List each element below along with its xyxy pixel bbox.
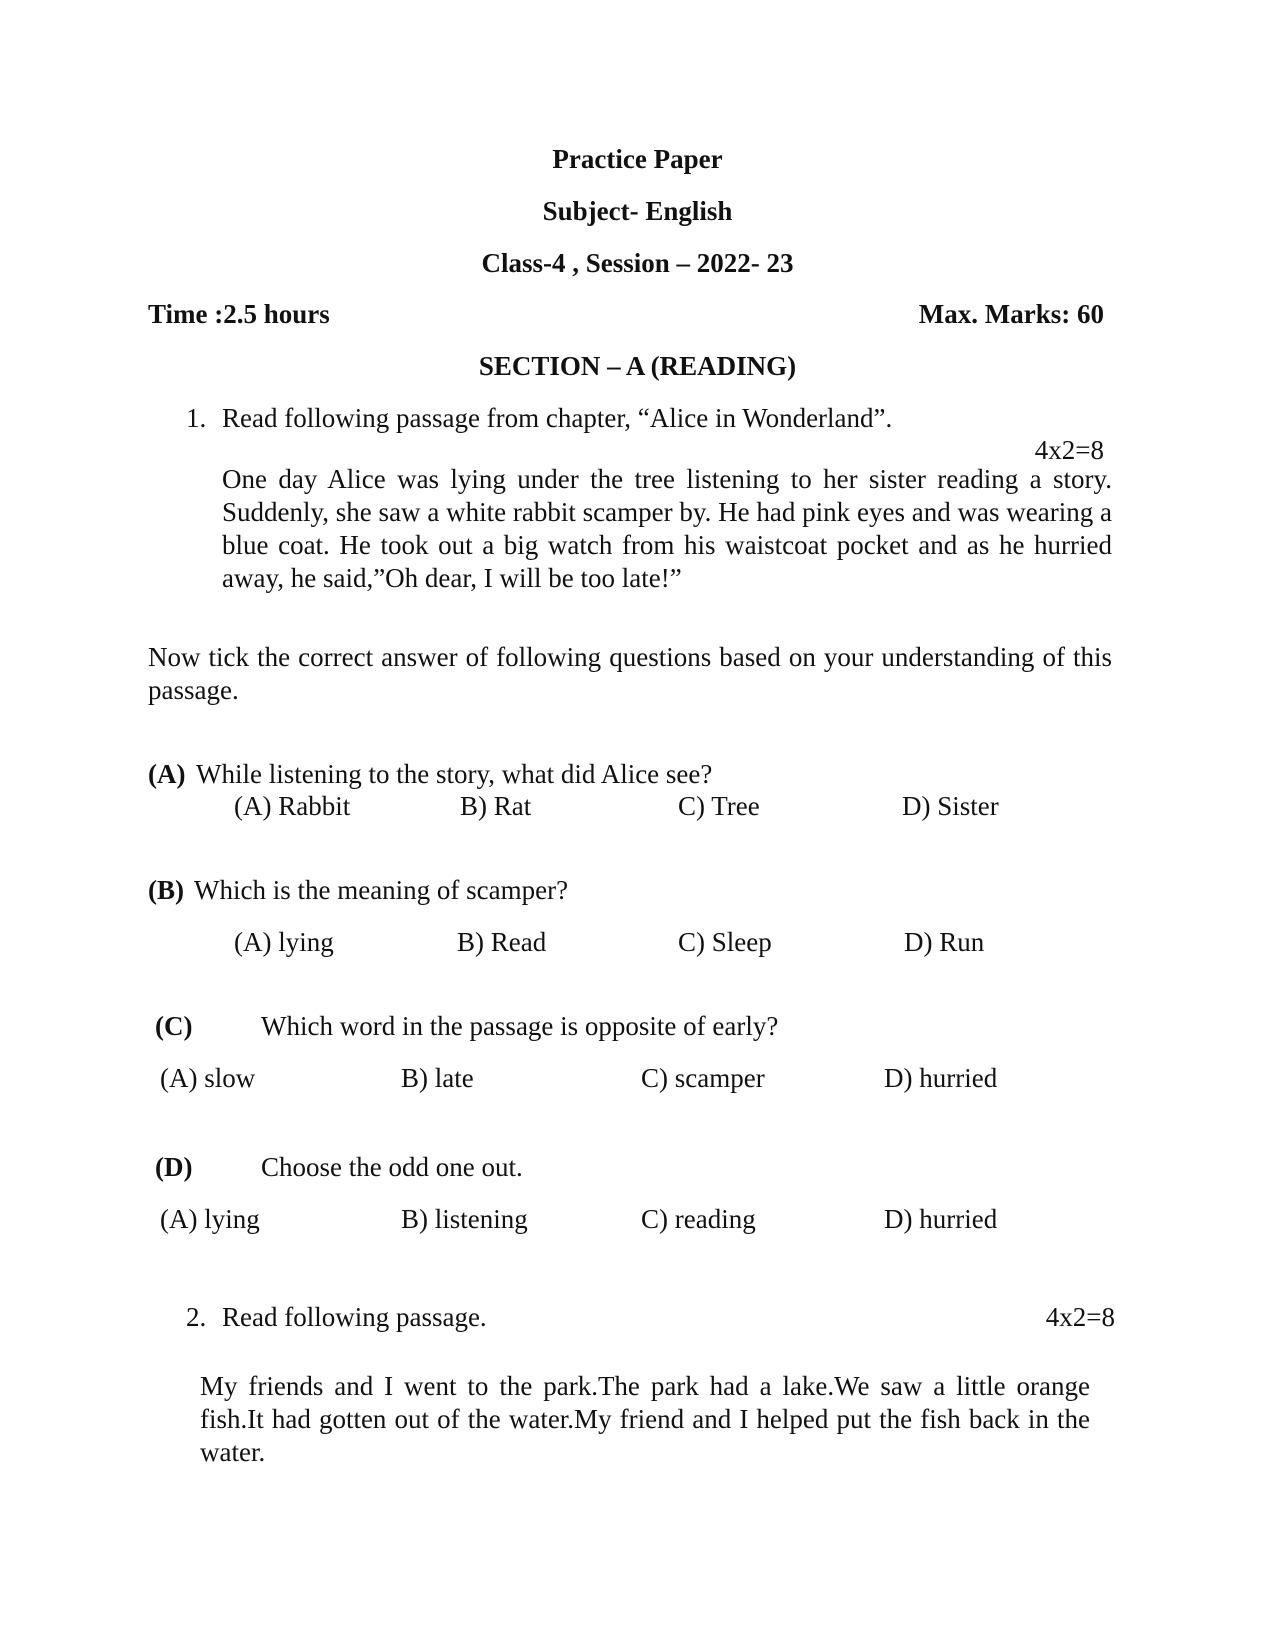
- subq-d-option-c: C) reading: [641, 1204, 756, 1234]
- q2-passage: My friends and I went to the park.The park had a lake.We saw a little orange fish.It had gotten out of the water.My friend and I helped put the fish back in the water.: [200, 1371, 1090, 1467]
- subq-d-text: Choose the odd one out.: [261, 1152, 523, 1182]
- subq-b-label: (B): [148, 875, 184, 905]
- subject-line: Subject- English: [542, 196, 733, 226]
- q2-marks: 4x2=8: [1045, 1302, 1115, 1332]
- subq-b-option-d: D) Run: [904, 927, 985, 957]
- q1-number: 1.: [186, 403, 207, 433]
- subq-d-option-a: (A) lying: [160, 1204, 260, 1234]
- time-allowed: Time :2.5 hours: [148, 299, 330, 329]
- subq-b-option-b: B) Read: [457, 927, 547, 957]
- subq-c-option-c: C) scamper: [641, 1063, 765, 1093]
- subq-b-text: Which is the meaning of scamper?: [194, 875, 569, 905]
- q1-passage: One day Alice was lying under the tree listening to her sister reading a story. Suddenly, she saw a white rabbit scamper by. He had pink eyes and was wearing a blue coat. He took out a big watch from his waistcoat pocket and as he hurried away, he said,”Oh dear, I will be too late!”: [222, 464, 1112, 593]
- q2-instruction: Read following passage.: [222, 1302, 487, 1332]
- subq-a-text: While listening to the story, what did Alice see?: [196, 759, 713, 789]
- q1-marks: 4x2=8: [1034, 435, 1104, 465]
- class-session-line: Class-4 , Session – 2022- 23: [481, 248, 794, 278]
- subq-c-option-b: B) late: [401, 1063, 474, 1093]
- subq-d-option-b: B) listening: [401, 1204, 528, 1234]
- q1-directions: Now tick the correct answer of following questions based on your understanding of this passage.: [148, 642, 1112, 705]
- subq-d-option-d: D) hurried: [884, 1204, 998, 1234]
- max-marks: Max. Marks: 60: [918, 299, 1104, 329]
- section-a-heading: SECTION – A (READING): [478, 351, 797, 381]
- subq-a-option-b: B) Rat: [460, 791, 532, 821]
- subq-a-option-c: C) Tree: [678, 791, 760, 821]
- subq-a-label: (A): [148, 759, 186, 789]
- subq-a-option-d: D) Sister: [902, 791, 999, 821]
- subq-d-label: (D): [155, 1152, 193, 1182]
- subq-c-label: (C): [155, 1011, 193, 1041]
- subq-c-option-a: (A) slow: [160, 1063, 256, 1093]
- subq-c-option-d: D) hurried: [884, 1063, 998, 1093]
- subq-b-option-a: (A) lying: [234, 927, 334, 957]
- q2-number: 2.: [186, 1302, 207, 1332]
- subq-a-option-a: (A) Rabbit: [234, 791, 351, 821]
- subq-b-option-c: C) Sleep: [678, 927, 772, 957]
- subq-c-text: Which word in the passage is opposite of early?: [261, 1011, 779, 1041]
- q1-instruction: Read following passage from chapter, “Alice in Wonderland”.: [222, 403, 893, 433]
- paper-title: Practice Paper: [552, 144, 723, 174]
